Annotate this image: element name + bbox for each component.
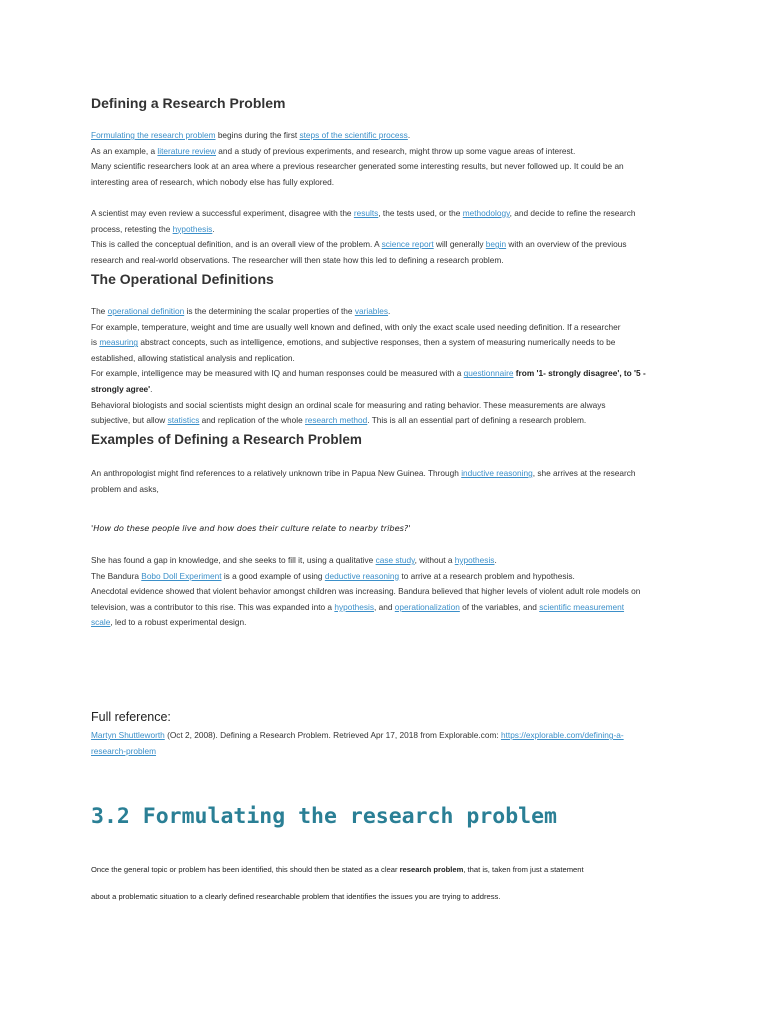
link[interactable]: steps of the scientific process bbox=[299, 130, 408, 140]
bold-text: research problem bbox=[399, 865, 464, 874]
section-examples-body-a bbox=[91, 466, 681, 497]
link[interactable]: questionnaire bbox=[463, 368, 514, 379]
text-line bbox=[91, 222, 681, 238]
link[interactable]: deductive reasoning bbox=[324, 570, 400, 581]
text-line bbox=[91, 569, 681, 585]
text: is a good example of using bbox=[221, 570, 325, 581]
paragraph-line-1 bbox=[91, 864, 681, 876]
text: established, allowing statistical analysis and replication. bbox=[91, 352, 295, 363]
text: (Oct 2, 2008). Defining a Research Problem. Retrieved Apr 17, 2018 from Explorable.com: bbox=[164, 730, 501, 740]
heading-operational-definitions: The Operational Definitions bbox=[91, 271, 274, 287]
text-line bbox=[91, 584, 681, 600]
text: will generally bbox=[433, 239, 486, 250]
text: A scientist may even review a successful experiment, disagree with the bbox=[91, 207, 354, 218]
text: Many scientific researchers look at an area where a previous researcher generated some interesting results, but never followed up. It could be an bbox=[91, 161, 624, 172]
text-line bbox=[91, 144, 681, 160]
text: is bbox=[91, 337, 100, 348]
heading-examples: Examples of Defining a Research Problem bbox=[91, 432, 362, 447]
text: to arrive at a research problem and hypothesis. bbox=[399, 570, 575, 581]
text: is the determining the scalar properties of the bbox=[184, 306, 355, 316]
text-line bbox=[91, 553, 681, 569]
text-line bbox=[91, 466, 681, 482]
link[interactable]: science report bbox=[381, 239, 434, 250]
text-line bbox=[91, 351, 681, 367]
link[interactable]: operationalization bbox=[394, 601, 460, 612]
link[interactable]: variables bbox=[354, 306, 389, 316]
text-line bbox=[91, 615, 681, 631]
link[interactable]: research-problem bbox=[91, 745, 157, 756]
text: and replication of the whole bbox=[199, 415, 305, 426]
section-formulating bbox=[91, 804, 681, 829]
text: and a study of previous experiments, and research, might throw up some vague areas of interest. bbox=[215, 145, 576, 156]
text: Once the general topic or problem has been identified, this should then be stated as a clear bbox=[91, 865, 400, 874]
section-operational-body bbox=[91, 304, 681, 429]
link[interactable]: Martyn Shuttleworth bbox=[91, 730, 165, 740]
text: , the tests used, or the bbox=[378, 207, 463, 218]
text-line bbox=[91, 304, 681, 320]
text: She has found a gap in knowledge, and she seeks to fill it, using a qualitative bbox=[91, 555, 376, 565]
full-reference bbox=[91, 710, 681, 724]
link[interactable]: Formulating the research problem bbox=[91, 130, 216, 140]
paragraph-line-2 bbox=[91, 891, 681, 903]
text: process, retesting the bbox=[91, 223, 173, 234]
text: problem and asks, bbox=[91, 483, 159, 494]
text: This is called the conceptual definition, and is an overall view of the problem. A bbox=[91, 239, 382, 250]
link[interactable]: measuring bbox=[99, 337, 139, 348]
text-line bbox=[91, 128, 681, 144]
text: with an overview of the previous bbox=[506, 239, 627, 250]
link[interactable]: scale bbox=[91, 617, 111, 628]
text: For example, temperature, weight and time are usually well known and defined, with only the exact scale used needing definition. If a researcher bbox=[91, 321, 621, 332]
link[interactable]: operational definition bbox=[107, 306, 185, 316]
text-line bbox=[91, 482, 681, 498]
text: . bbox=[494, 555, 497, 565]
bold-text: strongly agree' bbox=[91, 383, 151, 394]
link[interactable]: case study bbox=[375, 555, 415, 565]
text-line bbox=[91, 728, 681, 744]
text-line bbox=[91, 398, 681, 414]
text: interesting area of research, which nobody else has fully explored. bbox=[91, 176, 335, 187]
full-reference-body bbox=[91, 728, 681, 759]
full-reference-heading: Full reference: bbox=[91, 710, 171, 724]
link[interactable]: methodology bbox=[462, 207, 510, 218]
link[interactable]: Bobo Doll Experiment bbox=[141, 570, 222, 581]
text-line bbox=[91, 382, 681, 398]
text: The bbox=[91, 306, 108, 316]
text: Anecdotal evidence showed that violent behavior amongst children was increasing. Bandura believed that higher levels of violent adult role models on bbox=[91, 586, 641, 597]
text: begins during the first bbox=[215, 130, 300, 140]
link[interactable]: hypothesis bbox=[454, 555, 495, 565]
text: television, was a contributor to this rise. This was expanded into a bbox=[91, 601, 335, 612]
heading-defining-research-problem: Defining a Research Problem bbox=[91, 95, 286, 111]
link[interactable]: inductive reasoning bbox=[461, 468, 533, 478]
text: , without a bbox=[414, 555, 455, 565]
text: Behavioral biologists and social scientists might design an ordinal scale for measuring and rating behavior. These measurements are always bbox=[91, 399, 606, 410]
text-line bbox=[91, 600, 681, 616]
bold-text: from '1- strongly disagree', to '5 - bbox=[515, 368, 646, 379]
link[interactable]: research method bbox=[305, 415, 368, 426]
text: The Bandura bbox=[91, 570, 142, 581]
text-line bbox=[91, 237, 681, 253]
link[interactable]: statistics bbox=[167, 415, 200, 426]
text-line bbox=[91, 175, 681, 191]
section-defining bbox=[91, 94, 681, 112]
section-examples-body-b bbox=[91, 553, 681, 631]
text-line bbox=[91, 320, 681, 336]
text: An anthropologist might find references to a relatively unknown tribe in Papua New Guinea. Through bbox=[91, 468, 462, 478]
heading-formulating: 3.2 Formulating the research problem bbox=[91, 804, 557, 829]
text-line bbox=[91, 335, 681, 351]
text-line bbox=[91, 413, 681, 429]
text: abstract concepts, such as intelligence, emotions, and subjective responses, then a system of measuring numerically needs to be bbox=[138, 337, 616, 348]
paragraph-block bbox=[91, 304, 681, 429]
section-examples bbox=[91, 431, 681, 449]
text: , that is, taken from just a statement bbox=[463, 865, 584, 874]
text-line bbox=[91, 159, 681, 175]
text: , led to a robust experimental design. bbox=[110, 617, 247, 628]
text: , she arrives at the research bbox=[532, 468, 636, 478]
link[interactable]: literature review bbox=[157, 145, 216, 156]
section-operational bbox=[91, 270, 681, 288]
text: , and decide to refine the research bbox=[509, 207, 636, 218]
link[interactable]: begin bbox=[485, 239, 507, 250]
text-line bbox=[91, 206, 681, 222]
link[interactable]: scientific measurement bbox=[539, 601, 625, 612]
paragraph-block bbox=[91, 466, 681, 497]
text: For example, intelligence may be measured with IQ and human responses could be measured with a bbox=[91, 368, 464, 379]
text: of the variables, and bbox=[459, 601, 540, 612]
quote-block bbox=[91, 518, 681, 536]
text: subjective, but allow bbox=[91, 415, 168, 426]
link[interactable]: hypothesis bbox=[334, 601, 375, 612]
text: . bbox=[407, 130, 411, 140]
text: . This is all an essential part of defining a research problem. bbox=[367, 415, 587, 426]
quote-text: 'How do these people live and how does their culture relate to nearby tribes?' bbox=[91, 523, 411, 533]
text-line bbox=[91, 744, 681, 760]
text: . bbox=[150, 383, 153, 394]
text-line bbox=[91, 366, 681, 382]
text-line bbox=[91, 253, 681, 269]
text: As an example, a bbox=[91, 145, 158, 156]
section-formulating-body bbox=[91, 864, 681, 903]
paragraph-block bbox=[91, 728, 681, 759]
text: , and bbox=[374, 601, 395, 612]
link[interactable]: hypothesis bbox=[172, 223, 213, 234]
text-line bbox=[91, 190, 681, 206]
paragraph-block bbox=[91, 128, 681, 268]
text: . bbox=[212, 223, 215, 234]
section-defining-body bbox=[91, 128, 681, 268]
text: . bbox=[388, 306, 391, 316]
link[interactable]: results bbox=[353, 207, 379, 218]
paragraph-block bbox=[91, 553, 681, 631]
link[interactable]: https://explorable.com/defining-a- bbox=[500, 730, 624, 740]
text: research and real-world observations. The researcher will then state how this led to defining a research problem. bbox=[91, 254, 504, 265]
text: about a problematic situation to a clearly defined researchable problem that identifies the issues you are trying to address. bbox=[91, 892, 501, 901]
